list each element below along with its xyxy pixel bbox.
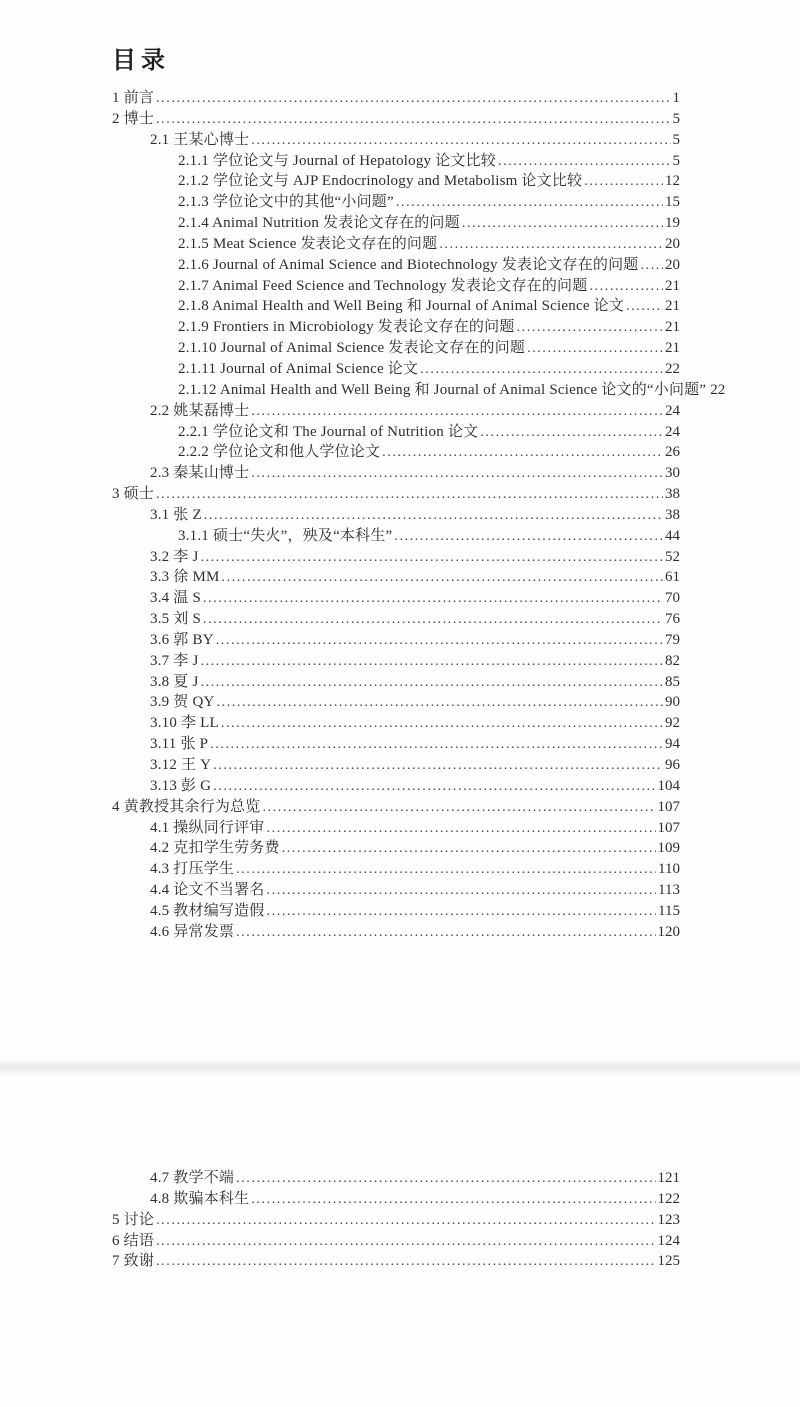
toc-entry — [112, 797, 680, 818]
toc-entry — [112, 213, 680, 234]
toc-entry-label: 3.13 彭 G — [150, 777, 212, 794]
toc-page-number: 19 — [665, 215, 680, 232]
dot-leader — [267, 818, 656, 840]
toc-entry-label: 3.3 徐 MM — [150, 569, 220, 586]
dot-leader — [394, 526, 663, 548]
dot-leader — [236, 1168, 655, 1190]
toc-page-number: 15 — [665, 194, 680, 211]
toc-page-number: 52 — [665, 548, 680, 565]
toc-entry — [112, 859, 680, 880]
toc-page-number: 20 — [665, 256, 680, 273]
dot-leader — [641, 255, 664, 277]
toc-entry-label: 3.11 张 P — [150, 736, 209, 753]
dot-leader — [382, 442, 663, 464]
toc-entry — [112, 755, 680, 776]
toc-entry — [112, 130, 680, 151]
toc-page-number: 1 — [672, 90, 680, 106]
toc-entry-label: 2.1.1 学位论文与 Journal of Hepatology 论文比较 — [178, 152, 496, 169]
toc-entry-label: 2.1.9 Frontiers in Microbiology 发表论文存在的问题 — [178, 319, 515, 336]
toc-entry — [112, 338, 680, 359]
dot-leader — [626, 296, 663, 318]
toc-entry — [112, 88, 680, 109]
toc-page-number: 113 — [658, 882, 680, 899]
toc-entry — [112, 1210, 680, 1231]
toc-page-number: 22 — [665, 360, 680, 377]
toc-entry-label: 4 黄教授其余行为总览 — [112, 798, 261, 815]
toc-entry-label: 2.1.11 Journal of Animal Science 论文 — [178, 360, 419, 377]
dot-leader — [210, 734, 663, 756]
dot-leader — [213, 776, 655, 798]
toc-page-number: 79 — [665, 631, 680, 648]
toc-entry — [112, 1189, 680, 1210]
toc-entry-label: 6 结语 — [112, 1232, 155, 1249]
toc-entry-label: 1 前言 — [112, 90, 155, 106]
toc-entry-label: 2.1.3 学位论文中的其他“小问题” — [178, 194, 394, 211]
dot-leader — [156, 484, 663, 506]
dot-leader — [156, 1210, 655, 1232]
toc-page-number: 76 — [665, 611, 680, 628]
toc-entry-label: 3.1 张 Z — [150, 506, 202, 523]
toc-entry — [112, 422, 680, 443]
dot-leader — [480, 422, 663, 444]
toc-page-number: 38 — [665, 506, 680, 523]
toc-page-number: 30 — [665, 465, 680, 482]
toc-entry — [112, 401, 680, 422]
dot-leader — [517, 317, 663, 339]
toc-entry — [112, 1231, 680, 1252]
toc-entry-label: 4.8 欺骗本科生 — [150, 1190, 250, 1207]
dot-leader — [204, 505, 663, 527]
toc-page-number: 94 — [665, 736, 680, 753]
toc-entry — [112, 901, 680, 922]
dot-leader — [251, 401, 663, 423]
toc-entry — [112, 651, 680, 672]
toc-entry-label: 4.6 异常发票 — [150, 923, 235, 940]
toc-page-number: 104 — [657, 777, 680, 794]
toc-page-number: 12 — [665, 173, 680, 190]
toc-entry — [112, 692, 680, 713]
toc-entry — [112, 588, 680, 609]
toc-entry — [112, 838, 680, 859]
toc-page-number: 22 — [710, 381, 726, 398]
toc-entry-label: 4.3 打压学生 — [150, 861, 235, 878]
dot-leader — [201, 547, 664, 569]
toc-page-number: 115 — [658, 902, 680, 919]
toc-entry-label: 2.1.2 学位论文与 AJP Endocrinology and Metabolism 论文比较 — [178, 173, 583, 190]
toc-entry — [112, 713, 680, 734]
dot-leader — [282, 838, 656, 860]
toc-entry-label: 4.7 教学不端 — [150, 1170, 235, 1186]
toc-page-number: 125 — [657, 1253, 680, 1270]
toc-page-number: 5 — [672, 110, 680, 127]
toc-entry — [112, 1251, 680, 1272]
toc-entry — [112, 526, 680, 547]
toc-entry — [112, 151, 680, 172]
toc-entry — [112, 317, 680, 338]
dot-leader — [420, 359, 663, 381]
dot-leader — [439, 234, 663, 256]
toc-entry — [112, 818, 680, 839]
dot-leader — [201, 672, 664, 694]
toc-page-number: 44 — [665, 527, 680, 544]
dot-leader — [156, 109, 670, 131]
dot-leader — [156, 1231, 655, 1253]
dot-leader — [156, 1251, 655, 1273]
toc-entry-label: 3.6 郭 BY — [150, 631, 214, 648]
toc-entry-label: 2.1.6 Journal of Animal Science and Biotechnology 发表论文存在的问题 — [178, 256, 639, 273]
toc-entry-label: 4.5 教材编写造假 — [150, 902, 265, 919]
toc-entry — [112, 234, 680, 255]
toc-entry — [112, 609, 680, 630]
toc-entry — [112, 359, 680, 380]
toc-entry — [112, 672, 680, 693]
dot-leader — [584, 171, 663, 193]
toc-entry — [112, 192, 680, 213]
toc-entry-label: 2.1.12 Animal Health and Well Being 和 Journal of Animal Science 论文的“小问题” — [178, 381, 707, 398]
toc-entry — [112, 380, 726, 401]
dot-leader — [203, 609, 663, 631]
toc-page-number: 109 — [657, 840, 680, 857]
toc-entry-label: 3.2 李 J — [150, 548, 199, 565]
toc-page-number: 110 — [658, 861, 680, 878]
toc-entry-label: 2.3 秦某山博士 — [150, 465, 250, 482]
dot-leader — [213, 755, 663, 777]
toc-page-number: 107 — [657, 819, 680, 836]
toc-entry — [112, 296, 680, 317]
toc-entry-label: 2.1.4 Animal Nutrition 发表论文存在的问题 — [178, 215, 460, 232]
toc-entry-label: 2.1.8 Animal Health and Well Being 和 Journal of Animal Science 论文 — [178, 298, 625, 315]
toc-page-number: 85 — [665, 673, 680, 690]
toc-entry — [112, 922, 680, 943]
toc-entry-label: 2.1.10 Journal of Animal Science 发表论文存在的问题 — [178, 340, 526, 357]
toc-entry — [112, 630, 680, 651]
dot-leader — [236, 859, 656, 881]
toc-entry-label: 3.4 温 S — [150, 590, 201, 607]
toc-entry-label: 4.2 克扣学生劳务费 — [150, 840, 280, 857]
page-title: 目录 — [112, 48, 170, 74]
toc-entry-label: 3.9 贺 QY — [150, 694, 215, 711]
toc-page-2 — [0, 1076, 800, 1407]
toc-page-number: 92 — [665, 715, 680, 732]
toc-entry-label: 4.4 论文不当署名 — [150, 882, 265, 899]
toc-page-number: 21 — [665, 277, 680, 294]
toc-entry — [112, 776, 680, 797]
toc-entry — [112, 734, 680, 755]
toc-page-number: 38 — [665, 486, 680, 503]
toc-list-page-1 — [112, 88, 726, 943]
toc-page-number: 5 — [672, 152, 680, 169]
toc-page-number: 124 — [657, 1232, 680, 1249]
dot-leader — [267, 901, 657, 923]
dot-leader — [221, 713, 663, 735]
toc-page-number: 21 — [665, 340, 680, 357]
toc-entry — [112, 484, 680, 505]
toc-entry-label: 5 讨论 — [112, 1211, 155, 1228]
toc-page-number: 21 — [665, 319, 680, 336]
dot-leader — [396, 192, 663, 214]
dot-leader — [267, 880, 657, 902]
toc-page-number: 82 — [665, 652, 680, 669]
toc-entry-label: 2.1.7 Animal Feed Science and Technology 发表论文存在的问题 — [178, 277, 588, 294]
toc-page-number: 90 — [665, 694, 680, 711]
toc-entry-label: 3.10 李 LL — [150, 715, 219, 732]
toc-entry-label: 3.12 王 Y — [150, 757, 212, 773]
toc-entry — [112, 547, 680, 568]
toc-page-number: 26 — [665, 444, 680, 461]
dot-leader — [216, 630, 663, 652]
toc-entry-label: 3.5 刘 S — [150, 611, 201, 628]
toc-entry — [112, 442, 680, 463]
dot-leader — [203, 588, 663, 610]
toc-entry-label: 4.1 操纵同行评审 — [150, 819, 265, 836]
toc-entry — [112, 276, 680, 297]
dot-leader — [156, 88, 670, 110]
toc-entry-label: 2 博士 — [112, 110, 155, 127]
dot-leader — [527, 338, 663, 360]
dot-leader — [262, 797, 655, 819]
toc-page-number: 123 — [657, 1211, 680, 1228]
dot-leader — [236, 922, 655, 944]
toc-entry-label: 3.8 夏 J — [150, 673, 199, 690]
toc-page-number: 122 — [657, 1190, 680, 1207]
toc-entry-label: 2.2.2 学位论文和他人学位论文 — [178, 444, 381, 461]
toc-page-number: 20 — [665, 235, 680, 252]
toc-page-number: 96 — [665, 757, 680, 773]
toc-entry-label: 2.1.5 Meat Science 发表论文存在的问题 — [178, 235, 438, 252]
toc-entry — [112, 463, 680, 484]
toc-entry — [112, 171, 680, 192]
toc-entry-label: 2.1 王某心博士 — [150, 131, 250, 148]
toc-entry — [112, 567, 680, 588]
dot-leader — [498, 151, 671, 173]
toc-entry — [112, 1168, 680, 1189]
dot-leader — [251, 130, 670, 152]
toc-page-number: 121 — [657, 1170, 680, 1186]
toc-entry-label: 2.2.1 学位论文和 The Journal of Nutrition 论文 — [178, 423, 479, 440]
toc-page-number: 70 — [665, 590, 680, 607]
toc-page-number: 5 — [672, 131, 680, 148]
toc-entry — [112, 255, 680, 276]
dot-leader — [251, 463, 663, 485]
toc-page-number: 24 — [665, 402, 680, 419]
toc-entry-label: 3 硕士 — [112, 486, 155, 503]
toc-entry — [112, 109, 680, 130]
toc-entry-label: 3.7 李 J — [150, 652, 199, 669]
toc-entry-label: 7 致谢 — [112, 1253, 155, 1270]
dot-leader — [201, 651, 664, 673]
dot-leader — [217, 692, 663, 714]
dot-leader — [462, 213, 663, 235]
toc-page-number: 61 — [665, 569, 680, 586]
page-break-divider — [0, 1060, 800, 1076]
toc-page-number: 24 — [665, 423, 680, 440]
dot-leader — [222, 567, 663, 589]
toc-page-number: 21 — [665, 298, 680, 315]
toc-page-number: 107 — [657, 798, 680, 815]
toc-page-number: 120 — [657, 923, 680, 940]
toc-entry — [112, 505, 680, 526]
toc-entry-label: 3.1.1 硕士“失火”，殃及“本科生” — [178, 527, 393, 544]
toc-entry-label: 2.2 姚某磊博士 — [150, 402, 250, 419]
toc-entry — [112, 880, 680, 901]
dot-leader — [589, 276, 663, 298]
dot-leader — [251, 1189, 655, 1211]
toc-list-page-2 — [112, 1076, 680, 1272]
